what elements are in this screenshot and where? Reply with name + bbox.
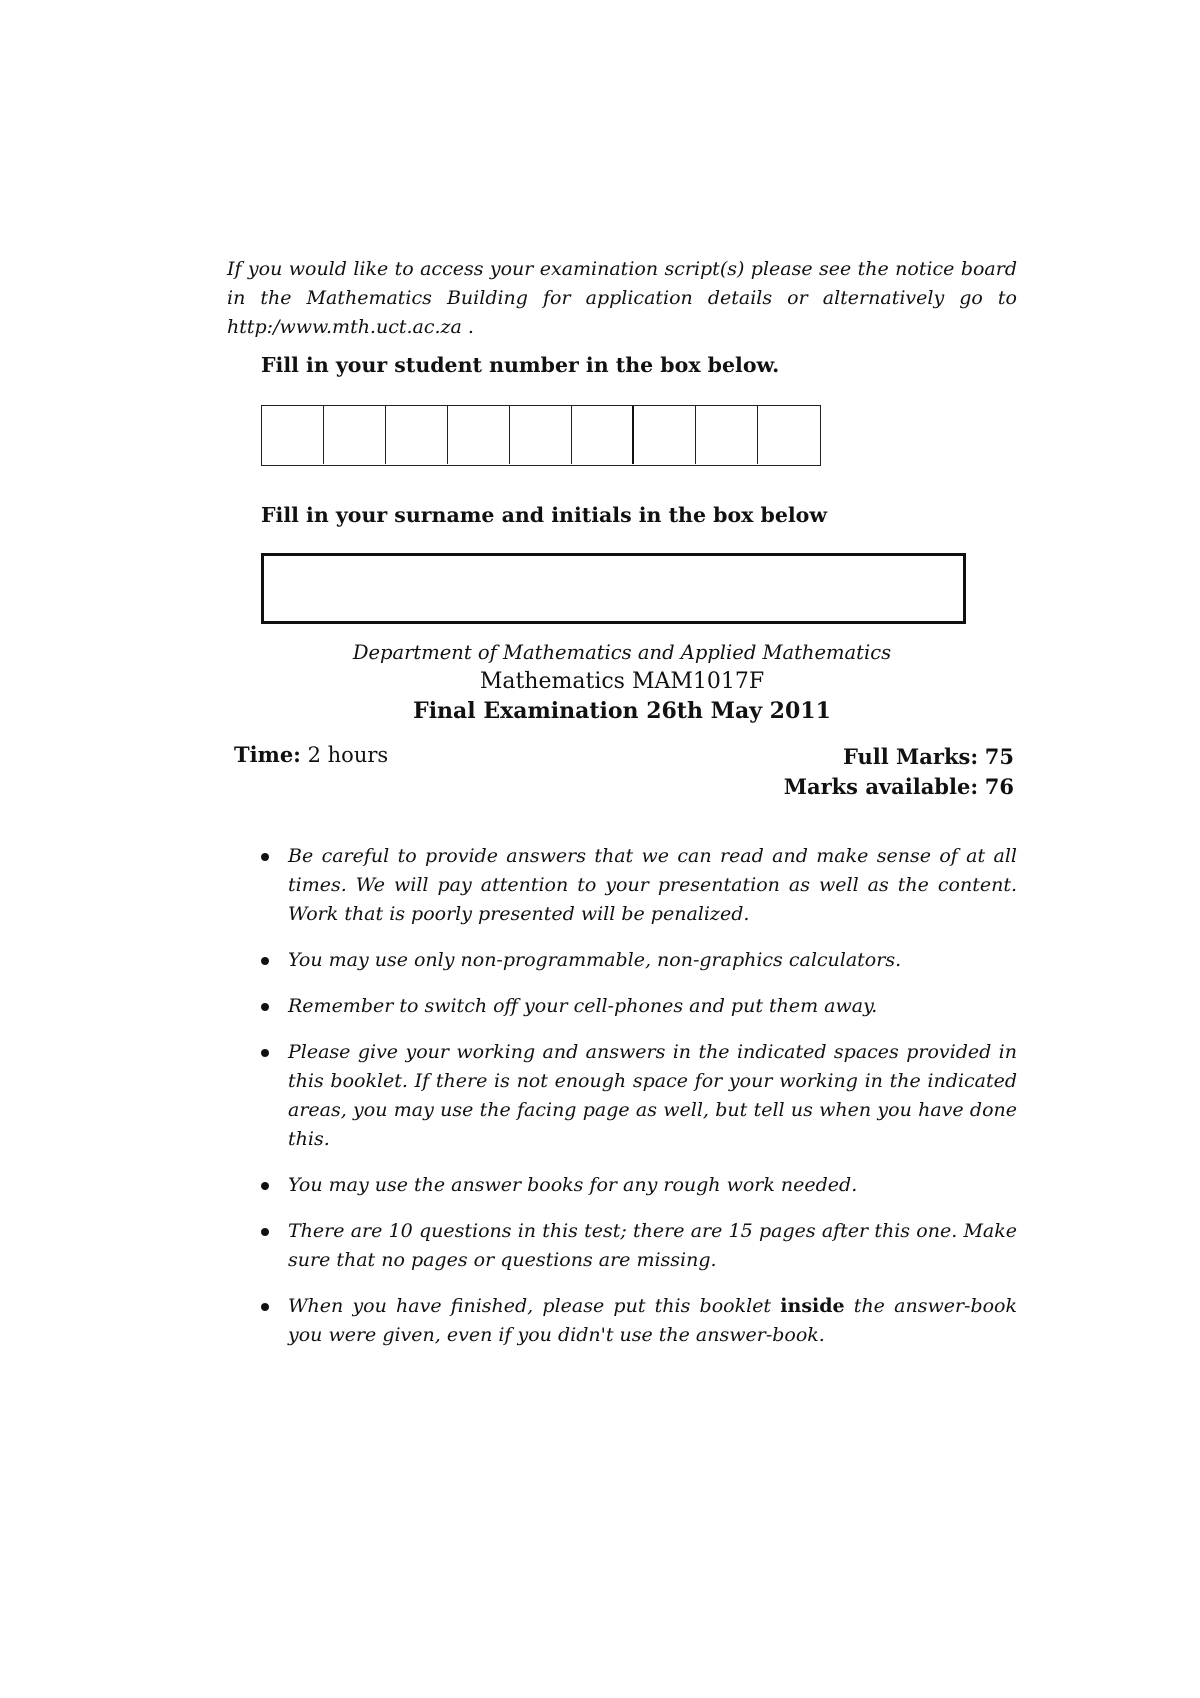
bullet-icon <box>261 1182 269 1190</box>
student-number-digit-box[interactable] <box>572 406 634 464</box>
student-number-digit-box[interactable] <box>324 406 386 464</box>
script-access-notice: If you would like to access your examination script(s) please see the notice board in the Mathematics Building for application details or alternatively go to http:/www.mth.uct.ac.za . <box>227 258 1017 338</box>
instruction-item <box>261 1171 1017 1200</box>
instruction-text: There are 10 questions in this test; there are 15 pages after this one. Make sure that no pages or questions are missing. <box>288 1220 1017 1271</box>
full-marks <box>784 742 1014 772</box>
bullet-icon <box>261 853 269 861</box>
instruction-item <box>261 992 1017 1021</box>
instruction-text: You may use only non-programmable, non-graphics calculators. <box>288 949 902 971</box>
surname-initials-box[interactable] <box>261 553 966 624</box>
instruction-item <box>261 946 1017 975</box>
instructions-list <box>261 842 1017 1367</box>
department-name: Department of Mathematics and Applied Mathematics <box>352 641 892 664</box>
instruction-item <box>261 842 1017 929</box>
exam-title: Final Examination 26th May 2011 <box>413 698 831 724</box>
student-number-digit-box[interactable] <box>696 406 758 464</box>
marks-available <box>784 772 1014 802</box>
instruction-text-pre: When you have finished, please put this booklet <box>288 1295 781 1317</box>
student-number-label: Fill in your student number in the box below. <box>261 353 780 377</box>
exam-marks <box>784 742 1014 802</box>
bullet-icon <box>261 1003 269 1011</box>
instruction-item <box>261 1217 1017 1275</box>
instruction-text: Remember to switch off your cell-phones and put them away. <box>288 995 878 1017</box>
time-label: Time: <box>234 742 301 767</box>
student-number-digit-box[interactable] <box>262 406 324 464</box>
instruction-text-post: the answer-book you were given, even if you didn't use the answer-book. <box>288 1295 1018 1346</box>
exam-time <box>234 742 388 767</box>
surname-label: Fill in your surname and initials in the box below <box>261 503 827 527</box>
instruction-text: You may use the answer books for any rough work needed. <box>288 1174 858 1196</box>
student-number-digit-box[interactable] <box>448 406 510 464</box>
student-number-digit-box[interactable] <box>758 406 820 464</box>
bullet-icon <box>261 1303 269 1311</box>
instruction-item <box>261 1292 1017 1350</box>
bullet-icon <box>261 957 269 965</box>
instruction-text: Be careful to provide answers that we can read and make sense of at all times. We will pay attention to your presentation as well as the content. Work that is poorly presented will be penalized. <box>288 845 1017 925</box>
student-number-digit-box[interactable] <box>386 406 448 464</box>
bullet-icon <box>261 1228 269 1236</box>
time-value: 2 hours <box>307 743 389 767</box>
instruction-text: Please give your working and answers in the indicated spaces provided in this booklet. If there is not enough space for your working in the indicated areas, you may use the facing page as well, but tell us when you have done this. <box>288 1041 1017 1150</box>
bullet-icon <box>261 1049 269 1057</box>
marks-available-value: 76 <box>984 774 1014 799</box>
student-number-boxes <box>261 405 821 466</box>
full-marks-value: 75 <box>984 744 1014 769</box>
instruction-emphasis: inside <box>780 1295 845 1317</box>
marks-available-label: Marks available: <box>783 774 979 799</box>
full-marks-label: Full Marks: <box>842 744 979 769</box>
course-title: Mathematics MAM1017F <box>479 669 765 694</box>
student-number-digit-box[interactable] <box>510 406 572 464</box>
student-number-digit-box[interactable] <box>634 406 696 464</box>
instruction-item <box>261 1038 1017 1154</box>
